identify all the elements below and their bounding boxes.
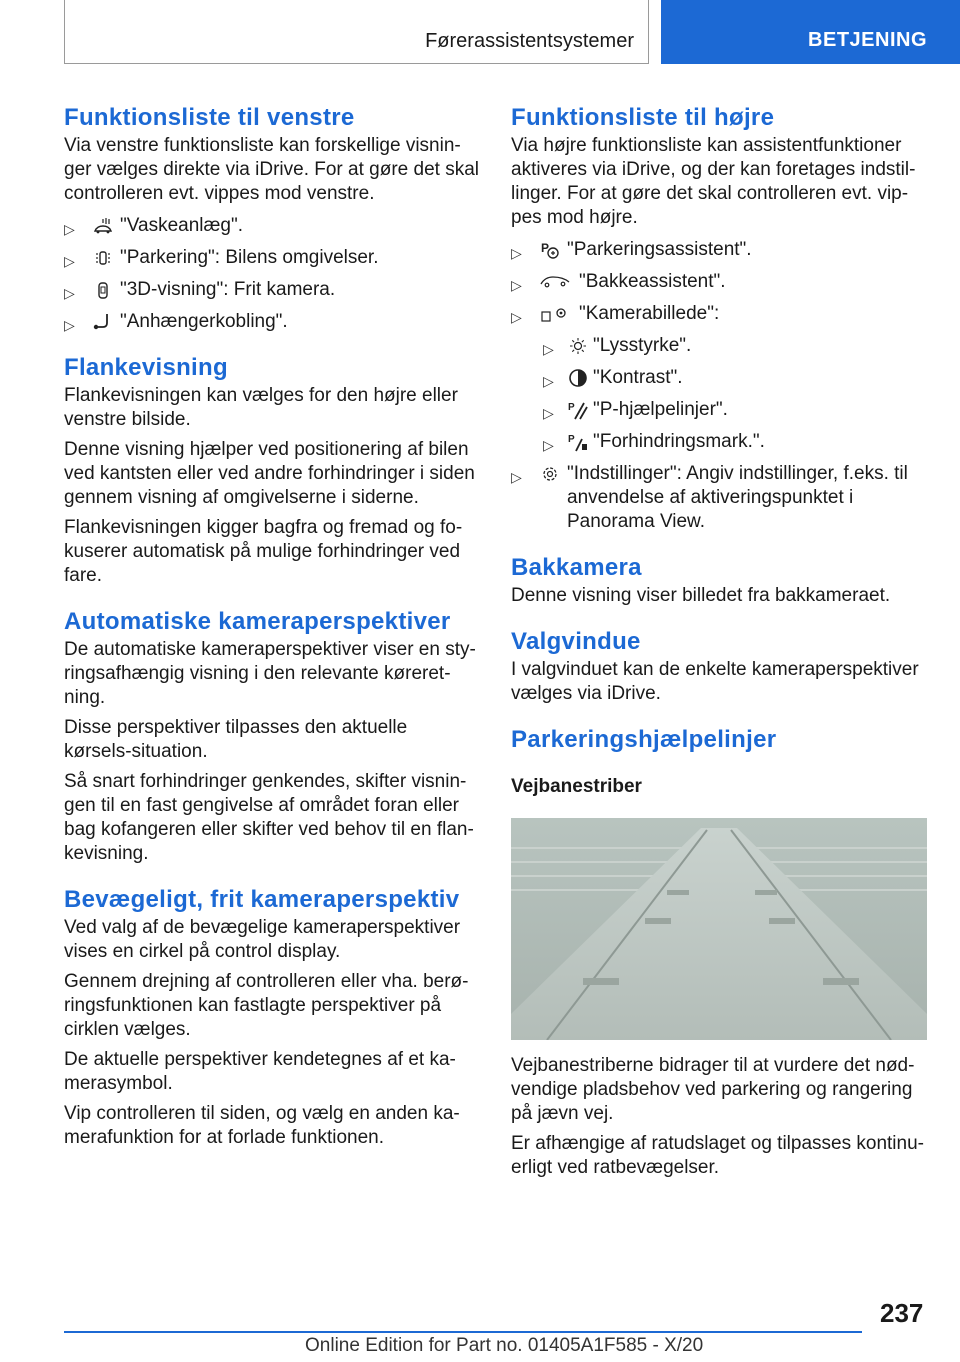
bullet-triangle-icon: ▷ xyxy=(64,285,75,301)
function-list-left xyxy=(64,214,480,334)
paragraph: Så snart forhindringer genkendes, skifter visnin-gen til en fast gengivelse af området foran eller bag kofangeren eller skifter ved behov til en flan-kevisning. xyxy=(64,771,474,864)
header-chapter-box xyxy=(64,0,649,64)
bullet-triangle-icon: ▷ xyxy=(543,341,554,357)
heading-function-list-left: Funktionsliste til venstre xyxy=(64,104,355,131)
obstacle-marking-icon xyxy=(567,432,589,452)
list-item: ▷ "Parkering": Bilens omgivelser. xyxy=(64,246,480,270)
list-subitem: ▷ "Kontrast". xyxy=(511,366,927,390)
parking-sensor-icon xyxy=(92,248,114,268)
svg-text:P: P xyxy=(568,434,575,445)
list-item: ▷ "Anhængerkobling". xyxy=(64,310,480,334)
car-wash-icon xyxy=(92,216,114,236)
list-subitem: ▷ P "Forhindringsmark.". xyxy=(511,430,927,454)
heading-parking-guide-lines: Parkeringshjælpelinjer xyxy=(511,726,777,753)
paragraph: Denne visning viser billedet fra bakkameraet. xyxy=(511,585,891,606)
lane-stripes-image xyxy=(511,818,927,1040)
heading-rear-camera: Bakkamera xyxy=(511,554,642,581)
heading-automatic-camera: Automatiske kameraperspektiver xyxy=(64,608,451,635)
list-item: ▷ "3D-visning": Frit kamera. xyxy=(64,278,480,302)
paragraph: Vip controlleren til siden, og vælg en anden ka-merafunktion for at forlade funktionen. xyxy=(64,1103,460,1148)
page-number: 237 xyxy=(880,1298,924,1328)
footer-edition: Online Edition for Part no. 01405A1F585 - X/20 xyxy=(305,1335,704,1356)
heading-selection-window: Valgvindue xyxy=(511,628,641,655)
paragraph: Denne visning hjælper ved positionering af bilen ved kantsten eller ved andre forhindringer i siden gennem visning af omgivelserne i siderne. xyxy=(64,439,475,508)
bullet-triangle-icon: ▷ xyxy=(64,317,75,333)
paragraph: Flankevisningen kigger bagfra og fremad og fo-kuserer automatisk på mulige forhindringer ved fare. xyxy=(64,517,463,586)
bullet-triangle-icon: ▷ xyxy=(543,373,554,389)
bullet-triangle-icon: ▷ xyxy=(511,277,522,293)
left-column xyxy=(64,102,480,1156)
heading-flank-view: Flankevisning xyxy=(64,354,228,381)
list-item: ▷ "Vaskeanlæg". xyxy=(64,214,480,238)
parking-lines-icon xyxy=(567,400,589,420)
header-section-tab xyxy=(661,0,960,64)
right-column xyxy=(511,102,927,1186)
paragraph: Gennem drejning af controlleren eller vha. berø-ringsfunktionen kan fastlagte perspektiver på cirklen vælges. xyxy=(64,971,469,1040)
bullet-triangle-icon: ▷ xyxy=(64,253,75,269)
bullet-triangle-icon: ▷ xyxy=(511,245,522,261)
list-subitem: ▷ "Lysstyrke". xyxy=(511,334,927,358)
list-item: ▷ P "Parkeringsassistent". xyxy=(511,238,927,262)
3d-view-icon xyxy=(92,280,114,300)
bullet-triangle-icon: ▷ xyxy=(64,221,75,237)
paragraph: De automatiske kameraperspektiver viser en sty-ringsafhængig visning i den relevante køreret-ning. xyxy=(64,639,476,708)
footer-divider xyxy=(64,1331,862,1333)
paragraph: I valgvinduet kan de enkelte kameraperspektiver vælges via iDrive. xyxy=(511,659,919,704)
brightness-icon xyxy=(567,336,589,356)
parking-assistant-icon xyxy=(539,240,561,260)
camera-image-icon xyxy=(539,304,571,324)
paragraph: Via højre funktionsliste kan assistentfunktioner aktiveres via iDrive, og der kan foretages indstil-linger. For at gøre det skal controlleren evt. vip-pes mod højre. xyxy=(511,135,916,228)
bullet-triangle-icon: ▷ xyxy=(511,469,522,485)
trailer-hitch-icon xyxy=(92,312,114,332)
paragraph: Via venstre funktionsliste kan forskellige visnin-ger vælges direkte via iDrive. For at gøre det skal controlleren evt. vippes mod venstre. xyxy=(64,135,479,204)
function-list-right xyxy=(511,238,927,534)
paragraph: Vejbanestriberne bidrager til at vurdere det nød-vendige pladsbehov ved parkering og rangering på jævn vej. xyxy=(511,1055,915,1124)
bullet-triangle-icon: ▷ xyxy=(511,309,522,325)
svg-text:P: P xyxy=(541,241,550,255)
list-subitem: ▷ P "P-hjælpelinjer". xyxy=(511,398,927,422)
header-chapter-title: Førerassistentsystemer xyxy=(425,30,634,52)
hill-assistant-icon xyxy=(539,272,571,292)
bullet-triangle-icon: ▷ xyxy=(543,405,554,421)
contrast-icon xyxy=(567,368,589,388)
paragraph: Disse perspektiver tilpasses den aktuelle kørsels-situation. xyxy=(64,717,408,762)
header-section-title: BETJENING xyxy=(808,29,927,51)
settings-gear-icon xyxy=(539,464,561,484)
paragraph: Ved valg af de bevægelige kameraperspektiver vises en cirkel på control display. xyxy=(64,917,461,962)
heading-free-camera: Bevægeligt, frit kameraperspektiv xyxy=(64,886,460,913)
list-item: ▷ "Kamerabillede": xyxy=(511,302,927,326)
subheading-lane-stripes: Vejbanestriber xyxy=(511,776,642,797)
paragraph: Flankevisningen kan vælges for den højre eller venstre bilside. xyxy=(64,385,458,430)
bullet-triangle-icon: ▷ xyxy=(543,437,554,453)
paragraph: Er afhængige af ratudslaget og tilpasses kontinu-erligt ved ratbevægelser. xyxy=(511,1133,924,1178)
list-item: ▷ "Indstillinger": Angiv indstillinger, f.eks. til anvendelse af aktiveringspunktet i Panorama View. xyxy=(511,463,908,532)
heading-function-list-right: Funktionsliste til højre xyxy=(511,104,775,131)
list-item: ▷ "Bakkeassistent". xyxy=(511,270,927,294)
svg-text:P: P xyxy=(568,402,575,413)
paragraph: De aktuelle perspektiver kendetegnes af et ka-merasymbol. xyxy=(64,1049,456,1094)
